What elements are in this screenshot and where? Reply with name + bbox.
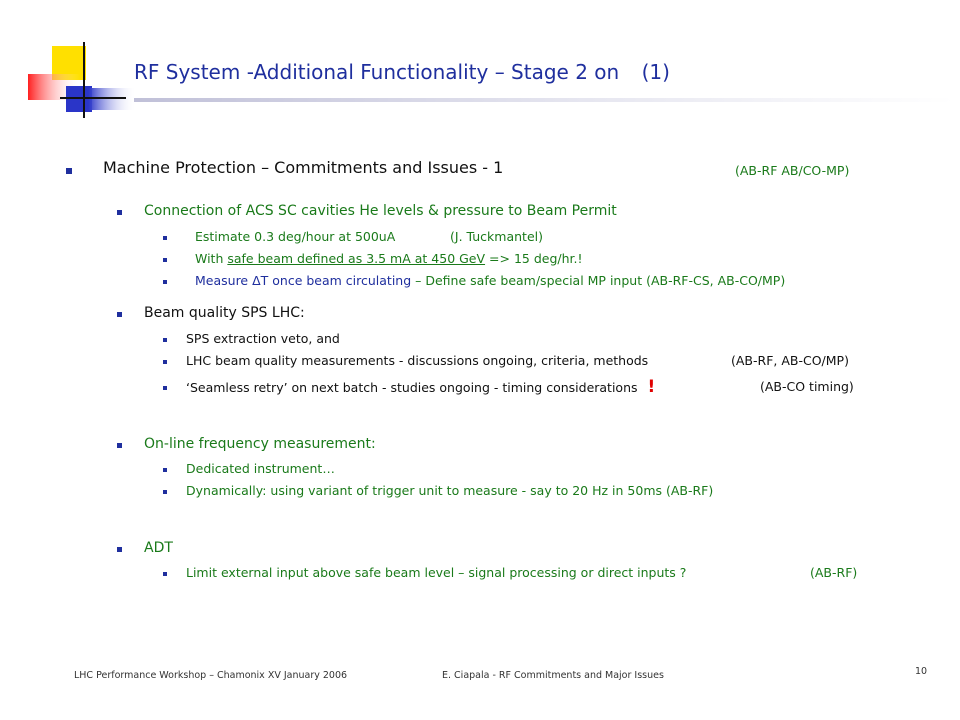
bullet [66,168,72,174]
beam-retry-line [186,377,655,397]
page-number: 10 [915,666,928,677]
freq-dynamic: Dynamically: using variant of trigger unit to measure - say to 20 Hz in 50ms (AB-RF) [186,483,714,498]
bullet [117,547,122,552]
acs-heading: Connection of ACS SC cavities He levels & pressure to Beam Permit [144,203,617,219]
bullet [163,258,167,262]
title-underline [134,98,954,102]
beam-lhc-tag: (AB-RF, AB-CO/MP) [731,353,849,368]
bullet [163,236,167,240]
bullet [163,490,167,494]
bullet [163,468,167,472]
bullet [117,312,122,317]
bullet [163,386,167,390]
acs-measure-b: – Define safe beam/special MP input (AB-RF-CS, AB-CO/MP) [411,273,786,288]
adt-limit: Limit external input above safe beam level – signal processing or direct inputs ? [186,565,687,580]
acs-measure-line [195,273,785,288]
beam-retry-tag: (AB-CO timing) [760,379,854,394]
freq-heading: On-line frequency measurement: [144,436,376,452]
bullet [117,210,122,215]
acs-estimate-author: (J. Tuckmantel) [450,229,543,244]
beam-veto: SPS extraction veto, and [186,331,340,346]
slide-title-number: (1) [641,60,670,84]
bullet [163,338,167,342]
acs-with-prefix: With [195,251,228,266]
slide-title-text: RF System -Additional Functionality – Stage 2 on [134,60,620,84]
section-heading: Machine Protection – Commitments and Issues - 1 [103,158,504,177]
acs-with-line [195,251,583,266]
title-logo-graphic [26,42,136,122]
beam-retry: ‘Seamless retry’ on next batch - studies ongoing - timing considerations [186,380,638,395]
acs-measure-a: Measure ΔT once beam circulating [195,273,412,288]
footer-center: E. Ciapala - RF Commitments and Major Issues [442,670,664,681]
adt-heading: ADT [144,540,173,556]
beam-retry-exclamation: ! [647,377,656,397]
beam-heading: Beam quality SPS LHC: [144,305,305,321]
slide-title [134,60,670,84]
acs-estimate: Estimate 0.3 deg/hour at 500uA [195,229,396,244]
bullet [163,572,167,576]
bullet [117,443,122,448]
beam-lhc: LHC beam quality measurements - discussions ongoing, criteria, methods [186,353,649,368]
freq-instrument: Dedicated instrument… [186,461,335,476]
footer-left: LHC Performance Workshop – Chamonix XV January 2006 [74,670,348,681]
acs-with-underlined: safe beam defined as 3.5 mA at 450 GeV [227,251,486,266]
acs-with-suffix: => 15 deg/hr.! [485,251,583,266]
adt-limit-tag: (AB-RF) [810,565,858,580]
bullet [163,360,167,364]
bullet [163,280,167,284]
section-tag: (AB-RF AB/CO-MP) [735,163,850,178]
